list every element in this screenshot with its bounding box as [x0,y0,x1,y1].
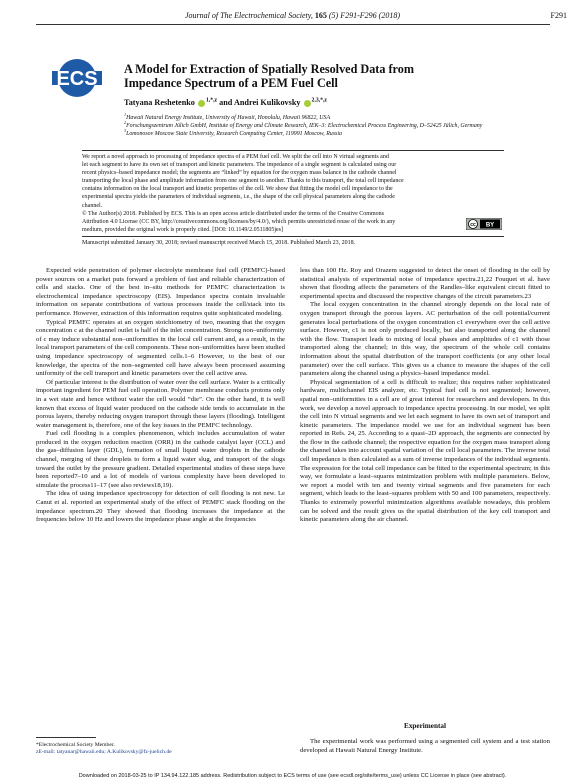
ecs-logo-text: ECS [56,68,98,90]
footnotes [36,742,285,757]
license-line: Attribution 4.0 License (CC BY, http://creativecommons.org/licenses/by/4.0/), which permits unrestricted reuse of the work in any [82,218,396,225]
cc-by-label: BY [485,222,495,229]
journal-citation [0,11,585,20]
abstract-line: recent physics–based impedance model; the segments are “linked” by equation for the oxygen mass balance in the cathode channel [82,170,397,177]
body-paragraph: The local oxygen concentration in the channel strongly depends on the local rate of oxygen transport through the porous layers. AC perturbation of the cell potential/current generates local perturbations of the oxygen concentration c1 everywhere over the cell active surface. However, c1 is not only produced locally, but also transported along the channel with the flow. Transport leads to mixing of local phases and amplitudes of c1 with those transported along the channel; in this way, the spectrum of the whole cell contains information about the spatial distribution of the transport coefficients (or any other local parameter) over the cell surface. This gives us a chance to measure the shapes of the cell parameters along the channel using a physics–based impedance model. [300,301,550,378]
body-paragraph: The experimental work was performed using a segmented cell system and a test station developed at Hawaii Natural Energy Institute. [300,738,550,754]
journal-name: Journal of The Electrochemical Society, [185,11,313,20]
footnote-email[interactable]: zE-mail: tatyanar@hawaii.edu; A.Kulikovsky@fz-juelich.de [36,749,172,756]
section-heading: Experimental [404,722,446,730]
footnote: *Electrochemical Society Member. [36,742,115,748]
abstract-bottom-rule [82,236,504,237]
license-line: © The Author(s) 2018. Published by ECS. This is an open access article distributed under the terms of the Creative Commons [82,210,384,217]
body-column-left [36,267,285,525]
body-paragraph: Expected wide penetration of polymer electrolyte membrane fuel cell (PEMFC)-based power sources on a market puts forward a problem of fast and reliable characterization of cells and stacks. One of the best in–situ methods for PEMFC characterization is electrochemical impedance spectroscopy (EIS). Impedance spectra contain invaluable information on separate contributions of various processes inside the cell/stack into its performance. However, extraction of this information requires quite sophisticated modeling. [36,267,285,317]
download-notice: Downloaded on 2018-03-25 to IP 134.94.122.185 address. Redistribution subject to ECS terms of use (see ecsdl.org/site/terms_use) unless CC License in place (see abstract). [78,773,507,779]
orcid-icon[interactable] [304,100,311,107]
running-header [0,8,585,24]
author-list [124,98,504,107]
body-paragraph: Of particular interest is the distribution of water over the cell surface. Water is a critically important ingredient for PEM fuel cell operation. Polymer membrane conducts protons only in a wet state and hence without water the cell would “die”. On the other hand, it is well known that excess of liquid water produced on the cathode side tends to accumulate in the porous layers, thereby reducing oxygen transport through these layers (flooding). Intelligent water management is, therefore, one of the key issues in the PEMFC technology. [36,378,285,429]
license-line: medium, provided the original work is properly cited. [DOI: 10.1149/2.0511805jes] [82,226,284,233]
abstract [82,153,504,234]
article-title: A Model for Extraction of Spatially Resolved Data from Impedance Spectrum of a PEM Fuel Cell [124,62,414,90]
author-affiliation-marker: 2,3,*,z [311,97,327,104]
body-paragraph: Physical segmentation of a cell is difficult to realize; this requires rather sophisticated hardware, multichannel EIS analyzer, etc. Typical fuel cell is not segmented; however, spatial non–uniformities in a cell are of great interest for researchers and developers. In this work, we develop a novel approach to impedance spectra processing. In our model, we split the cell into N virtual segments and we let each segment to have its own set of transport and kinetic parameters. The impedance model we use for an individual segment has been reported in Refs. 24, 25. According to a quasi–2D approach, the segments are connected by the flow in the cathode channel; the respective equation for the oxygen mass transport along the channel takes into account spatial variation of the cell local parameters. The inverse total cell impedance is then calculated as a sum of inverse impedances of the individual segments. The expression for the total cell impedance can be fitted to the experimental spectrum; in this way, we formulate a least–squares minimization problem with multiple parameters. Below, we report a model with ten and twenty virtual segments and five parameters for each segment, which leads to the least–squares problem with 50 and 100 parameters, respectively. Thanks to extremely powerful minimization algorithms available nowadays, this problem can be solved and the result gives us the spatial distribution of the key cell transport and kinetic parameters along the air channel. [300,378,550,524]
journal-volume: 165 [314,11,327,20]
journal-issue-pages: (5) F291-F296 (2018) [328,11,400,20]
author-name: Tatyana Reshetenko [124,98,195,107]
author-affiliation-marker: 1,*,z [205,97,218,104]
body-paragraph: The idea of using impedance spectroscopy for detection of cell flooding is not new. Le Canut et al. reported an experimental study of the effect of PEMFC stack flooding on the impedance spectrum.20 They showed that flooding increases the impedance at the frequencies below 10 Hz and lowers the impedance phase angle at the frequencies [36,490,285,524]
abstract-line: We report a novel approach to processing of impedance spectra of a PEM fuel cell. We split the cell into N virtual segments and [82,154,389,160]
author-name: Andrei Kulikovsky [233,98,301,107]
header-rule [36,24,550,25]
svg-text:cc: cc [470,222,476,228]
orcid-icon[interactable] [198,100,205,107]
ecs-logo [52,58,102,98]
cc-by-badge[interactable] [466,218,502,230]
page-number: F291 [550,11,567,20]
author-conjunction: and [219,98,233,107]
abstract-line: contains information on the local transport and kinetic properties of the cell. We show that fitting the model cell impedance to the [82,186,393,193]
abstract-line: let each segment to have its own set of transport and kinetic parameters. The impedance of a single segment is calculated using our [82,162,397,169]
abstract-line: channel. [82,202,103,209]
body-paragraph: less than 100 Hz. Roy and Orazem suggested to detect the onset of flooding in the cell by statistical analysis of experimental noise of impedance spectra.21,22 Fouquet et al. have shown that flooding affects the parameters of the Randles–like equivalent circuit fitted to experimental spectra and discussed the respective changes of the circuit parameters.23 [300,267,550,300]
affiliation: $^1$Hawaii Natural Energy Institute, University of Hawaii, Honolulu, Hawaii 96822, USA [124,112,331,121]
abstract-line: experimental spectra yields the parameters of individual segments, i.e., the shape of the cell physical parameters along the cathode [82,194,395,201]
affiliations [124,114,504,139]
body-column-right [300,267,550,525]
affiliation: $^2$Forschungszentrum Jülich GmbH, Institute of Energy and Climate Research, IEK–3: Electrochemical Process Engineering, D–52425 Jülich, Germany [124,120,483,130]
abstract-top-rule [82,150,504,151]
affiliation: $^3$Lomonosov Moscow State University, Research Computing Center, 119991 Moscow, Russia [124,128,342,138]
abstract-line: transporting the local phase and amplitude information from one segment to another. Thanks to this transport, the total cell impedance [82,178,404,185]
footnote-rule [36,737,96,738]
submission-dates: Manuscript submitted January 30, 2018; revised manuscript received March 15, 2018. Published March 23, 2018. [82,240,356,246]
body-paragraph: Typical PEMFC operates at an oxygen stoichiometry of two, meaning that the oxygen concentration c at the channel outlet is half of the inlet concentration. Strong non–uniformity of c may induce substantial non–uniformities in the local cell current and, as a result, in the local transport parameters of the cell components. These non–uniformities have been studied using impedance spectroscopy of segmented cells.1–6 However, to the best of our knowledge, the spectra of the non–segmented cell have always been processed assuming uniformity of the cell transport and kinetic parameters over the cell active area. [36,318,285,378]
body-paragraph: Fuel cell flooding is a complex phenomenon, which includes accumulation of water produced in the oxygen reduction reaction (ORR) in the cathode catalyst layer (CCL) and the gas–diffusion layer (GDL), formation of small liquid water droplets in the cathode channel, merging of these droplets to form a liquid water slug, and transport of the slugs toward the outlet by the pressure gradient. Detailed experimental studies of these steps have been reported7–10 and a lot of models of various complexity have been developed to simulate the process11–17 (see also reviews18,19). [36,430,285,489]
